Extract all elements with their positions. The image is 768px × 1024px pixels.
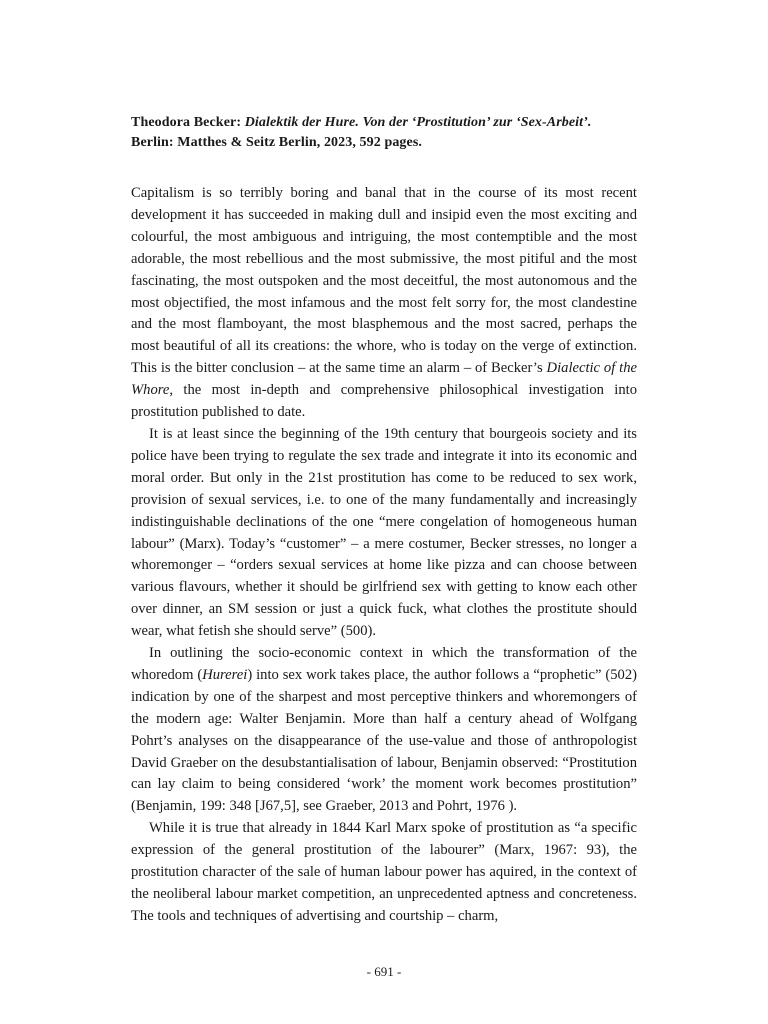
citation-author: Theodora Becker:: [131, 115, 245, 130]
book-title-italic: Dialectic of the Whore: [131, 360, 637, 399]
text-run: Capitalism is so terribly boring and banal that in the course of its most recent development it has succeeded in making dull and insipid even the most exciting and colourful, the most ambiguous and intriguing, the most contemptible and the most adorable, the most rebellious and the most submissive, the most pitiful and the most fascinating, the most outspoken and the most deceitful, the most autonomous and the most objectified, the most infamous and the most felt sorry for, the most clandestine and the most flamboyant, the most blasphemous and the most sacred, perhaps the most beautiful of all its creations: the whore, who is today on the verge of extinction. This is the bitter conclusion – at the same time an alarm – of Becker’s: [131, 185, 637, 377]
citation-title: Dialektik der Hure. Von der ‘Prostitution’ zur ‘Sex-Arbeit’.: [244, 115, 592, 130]
paragraph-1: [131, 183, 637, 424]
paragraph-3: [131, 643, 637, 818]
paragraph-2: [131, 424, 637, 643]
text-run: It is at least since the beginning of the 19th century that bourgeois society and its police have been trying to regulate the sex trade and integrate it into its economic and moral order. But only in the 21st prostitution has come to be reduced to sex work, provision of sexual services, i.e. to one of the many fundamentally and increasingly indistinguishable declinations of the one “mere congelation of homogeneous human labour” (Marx). Today’s “customer” – a mere costumer, Becker stresses, no longer a whoremonger – “orders sexual services at home like pizza and can choose between various flavours, whether it should be girlfriend sex with getting to know each other over dinner, an SM session or just a quick fuck, what clothes the prostitute should wear, what fetish she should serve” (500).: [131, 425, 637, 640]
book-citation: [131, 113, 637, 153]
text-run: In outlining the socio-economic context in which the transformation of the whoredom (: [131, 645, 637, 683]
term-italic: Hurerei: [202, 666, 248, 683]
text-run: , the most in-depth and comprehensive philosophical investigation into prostitution published to date.: [131, 382, 637, 421]
page-number: - 691 -: [366, 964, 402, 979]
page-body: [131, 113, 637, 928]
citation-publisher: Berlin: Matthes & Seitz Berlin, 2023, 592 pages.: [131, 135, 422, 150]
paragraph-4: [131, 818, 637, 928]
text-run: While it is true that already in 1844 Karl Marx spoke of prostitution as “a specific expression of the general prostitution of the labourer” (Marx, 1967: 93), the prostitution character of the sale of human labour power has aquired, in the context of the neoliberal labour market competition, an unprecedented aptness and concreteness. The tools and techniques of advertising and courtship – charm,: [131, 820, 637, 924]
text-run: ) into sex work takes place, the author follows a “prophetic” (502) indication by one of the sharpest and most perceptive thinkers and whoremongers of the modern age: Walter Benjamin. More than half a century ahead of Wolfgang Pohrt’s analyses on the disappearance of the use-value and those of anthropologist David Graeber on the desubstantialisation of labour, Benjamin observed: “Prostitution can lay claim to being considered ‘work’ the moment work becomes prostitution” (Benjamin, 199: 348 [J67,5], see Graeber, 2013 and Pohrt, 1976 ).: [131, 666, 637, 815]
